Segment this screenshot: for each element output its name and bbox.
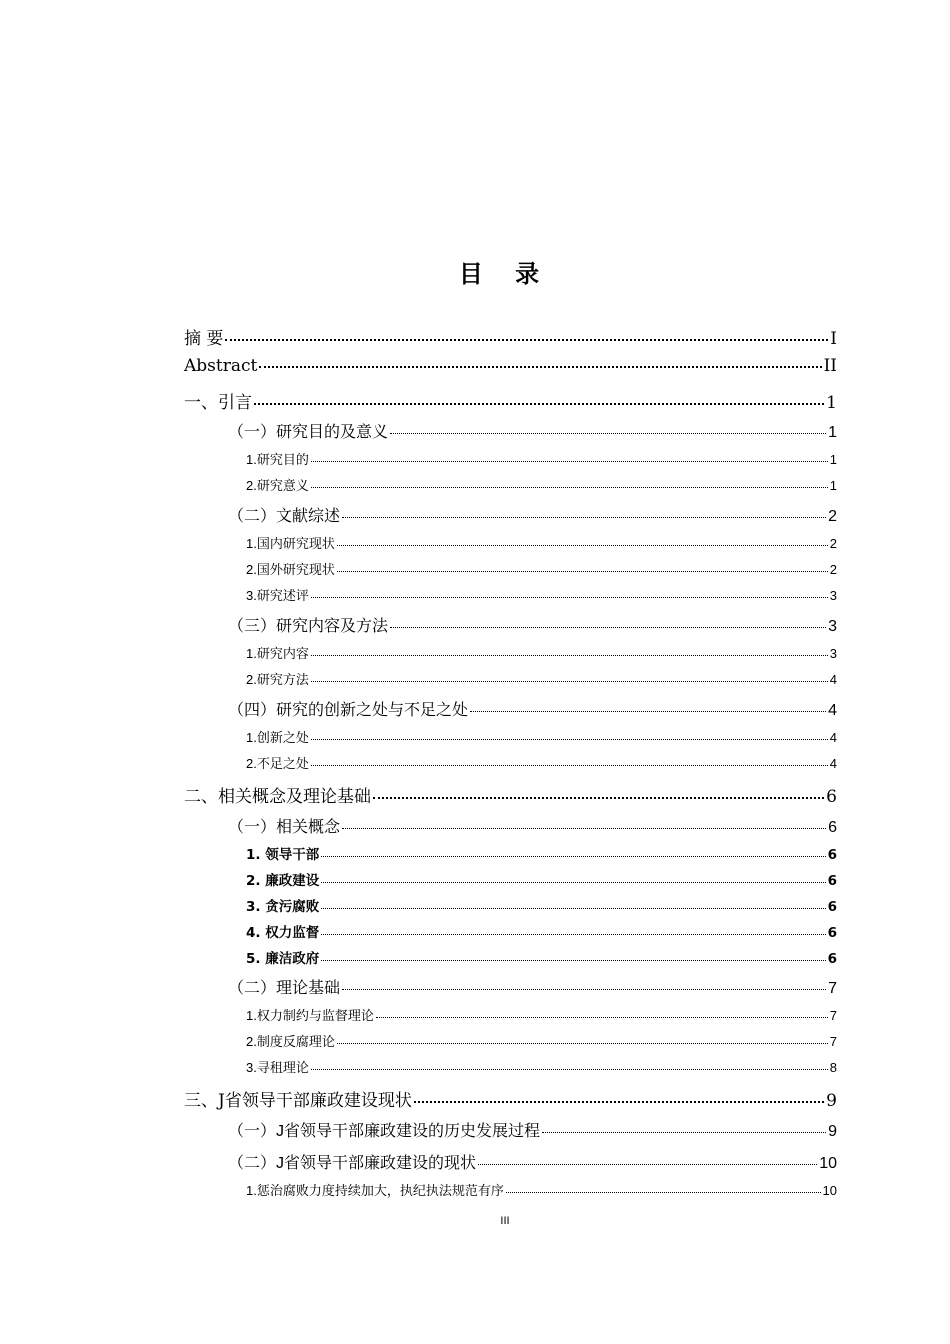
dot-leader xyxy=(311,739,828,740)
dot-leader xyxy=(337,1043,828,1044)
toc-entry[interactable] xyxy=(246,585,837,604)
dot-leader xyxy=(321,960,825,961)
toc-entry-label: （三）研究内容及方法 xyxy=(228,618,389,635)
toc-entry[interactable] xyxy=(246,727,837,746)
toc-entry-page-number: 6 xyxy=(827,925,837,941)
toc-entry-label: 三、J省领导干部廉政建设现状 xyxy=(184,1091,412,1111)
dot-leader xyxy=(321,934,825,935)
toc-entry-page-number: 6 xyxy=(827,899,837,915)
toc-entry-label: （二）J省领导干部廉政建设的现状 xyxy=(228,1155,477,1172)
toc-entry-page-number: 1 xyxy=(829,478,837,493)
toc-entry[interactable] xyxy=(228,419,837,442)
toc-entry-page-number: 3 xyxy=(828,618,837,635)
toc-entry[interactable] xyxy=(246,921,837,941)
toc-entry[interactable] xyxy=(228,814,837,837)
toc-entry[interactable] xyxy=(184,356,837,376)
dot-leader xyxy=(311,765,828,766)
toc-entry-page-number: 7 xyxy=(829,1008,837,1023)
toc-entry[interactable] xyxy=(228,613,837,636)
toc-entry[interactable] xyxy=(228,697,837,720)
toc-entry-label: 3.研究述评 xyxy=(246,588,309,603)
page-number-footer: III xyxy=(500,1215,510,1227)
toc-entry[interactable] xyxy=(246,449,837,468)
toc-entry[interactable] xyxy=(184,1086,837,1111)
toc-entry-label: 2.制度反腐理论 xyxy=(246,1034,335,1049)
toc-entry-page-number: 3 xyxy=(829,646,837,661)
toc-entry[interactable] xyxy=(184,388,837,413)
dot-leader xyxy=(390,627,826,628)
toc-entry-label: 2. 廉政建设 xyxy=(246,873,320,889)
toc-entry-page-number: 1 xyxy=(829,452,837,467)
dot-leader xyxy=(373,797,824,799)
toc-entry[interactable] xyxy=(246,895,837,915)
dot-leader xyxy=(311,487,828,488)
toc-entry-page-number: II xyxy=(823,356,837,376)
toc-entry[interactable] xyxy=(228,503,837,526)
dot-leader xyxy=(311,461,828,462)
toc-entry-page-number: 2 xyxy=(828,508,837,525)
dot-leader xyxy=(311,1069,828,1070)
toc-entry-page-number: 9 xyxy=(826,1091,837,1111)
dot-leader xyxy=(311,597,828,598)
dot-leader xyxy=(470,711,826,712)
dot-leader xyxy=(254,403,824,405)
toc-entry-label: 2.研究方法 xyxy=(246,672,309,687)
toc-entry-label: 5. 廉洁政府 xyxy=(246,951,320,967)
dot-leader xyxy=(311,655,828,656)
toc-entry-label: 2.不足之处 xyxy=(246,756,309,771)
toc-entry-page-number: 4 xyxy=(829,730,837,745)
toc-entry-page-number: I xyxy=(830,329,837,349)
toc-entry-page-number: 8 xyxy=(829,1060,837,1075)
toc-entry[interactable] xyxy=(184,782,837,807)
toc-entry-label: （一）相关概念 xyxy=(228,819,341,836)
toc-entry[interactable] xyxy=(246,1031,837,1050)
toc-entry-label: 2.国外研究现状 xyxy=(246,562,335,577)
toc-entry[interactable] xyxy=(246,643,837,662)
toc-entry-label: 3.寻租理论 xyxy=(246,1060,309,1075)
toc-entry[interactable] xyxy=(246,559,837,578)
toc-entry[interactable] xyxy=(228,1150,837,1173)
toc-entry-label: 1.研究内容 xyxy=(246,646,309,661)
toc-entry-label: 3. 贪污腐败 xyxy=(246,899,320,915)
toc-entry-page-number: 6 xyxy=(827,847,837,863)
toc-entry-label: 1. 领导干部 xyxy=(246,847,320,863)
dot-leader xyxy=(337,571,828,572)
toc-entry-page-number: 7 xyxy=(829,1034,837,1049)
dot-leader xyxy=(225,339,828,341)
dot-leader xyxy=(478,1164,817,1165)
toc-entry-label: 4. 权力监督 xyxy=(246,925,320,941)
toc-entry-page-number: 4 xyxy=(828,702,837,719)
toc-entry-label: （二）理论基础 xyxy=(228,980,341,997)
toc-entry[interactable] xyxy=(184,324,837,349)
toc-entry-page-number: 1 xyxy=(826,393,837,413)
toc-entry-label: 摘 要 xyxy=(184,329,224,349)
toc-entry-label: 1.惩治腐败力度持续加大，执纪执法规范有序 xyxy=(246,1183,504,1198)
toc-entry-page-number: 6 xyxy=(827,951,837,967)
dot-leader xyxy=(506,1192,821,1193)
toc-entry-page-number: 10 xyxy=(819,1155,837,1172)
dot-leader xyxy=(342,989,826,990)
toc-entry-label: 2.研究意义 xyxy=(246,478,309,493)
dot-leader xyxy=(259,366,821,368)
dot-leader xyxy=(390,433,826,434)
toc-entry[interactable] xyxy=(246,1057,837,1076)
toc-entry-label: 1.研究目的 xyxy=(246,452,309,467)
toc-entry-page-number: 4 xyxy=(829,756,837,771)
toc-entry[interactable] xyxy=(246,843,837,863)
toc-entry[interactable] xyxy=(246,869,837,889)
dot-leader xyxy=(321,882,825,883)
dot-leader xyxy=(311,681,828,682)
toc-entry[interactable] xyxy=(246,947,837,967)
toc-entry-label: 一、引言 xyxy=(184,393,252,413)
toc-entry[interactable] xyxy=(228,1118,837,1141)
dot-leader xyxy=(342,828,826,829)
toc-entry[interactable] xyxy=(246,669,837,688)
toc-entry-page-number: 1 xyxy=(828,424,837,441)
toc-entry-label: 1.创新之处 xyxy=(246,730,309,745)
toc-entry-label: （四）研究的创新之处与不足之处 xyxy=(228,702,469,719)
toc-entry-page-number: 2 xyxy=(829,562,837,577)
toc-entry-label: 二、相关概念及理论基础 xyxy=(184,787,371,807)
dot-leader xyxy=(321,856,825,857)
toc-entry-label: Abstract xyxy=(184,356,258,376)
dot-leader xyxy=(414,1101,824,1103)
dot-leader xyxy=(342,517,826,518)
toc-entry-label: （一）研究目的及意义 xyxy=(228,424,389,441)
dot-leader xyxy=(376,1017,828,1018)
toc-entry-label: （一）J省领导干部廉政建设的历史发展过程 xyxy=(228,1123,541,1140)
toc-entry-label: （二）文献综述 xyxy=(228,508,341,525)
toc-entry[interactable] xyxy=(246,475,837,494)
toc-entry[interactable] xyxy=(246,1005,837,1024)
toc-entry-page-number: 6 xyxy=(827,873,837,889)
toc-entry-label: 1.国内研究现状 xyxy=(246,536,335,551)
toc-entry[interactable] xyxy=(246,753,837,772)
page-title: 目 录 xyxy=(458,260,552,288)
toc-entry-page-number: 10 xyxy=(822,1183,837,1198)
toc-entry-page-number: 2 xyxy=(829,536,837,551)
toc-entry-page-number: 3 xyxy=(829,588,837,603)
dot-leader xyxy=(321,908,825,909)
toc-entry-label: 1.权力制约与监督理论 xyxy=(246,1008,374,1023)
toc-entry-page-number: 7 xyxy=(828,980,837,997)
toc-entry-page-number: 4 xyxy=(829,672,837,687)
toc-entry[interactable] xyxy=(228,975,837,998)
toc-entry[interactable] xyxy=(246,1180,837,1199)
toc-entry-page-number: 9 xyxy=(828,1123,837,1140)
toc-entry-page-number: 6 xyxy=(826,787,837,807)
toc-entry[interactable] xyxy=(246,533,837,552)
dot-leader xyxy=(337,545,828,546)
dot-leader xyxy=(542,1132,826,1133)
toc-entry-page-number: 6 xyxy=(828,819,837,836)
